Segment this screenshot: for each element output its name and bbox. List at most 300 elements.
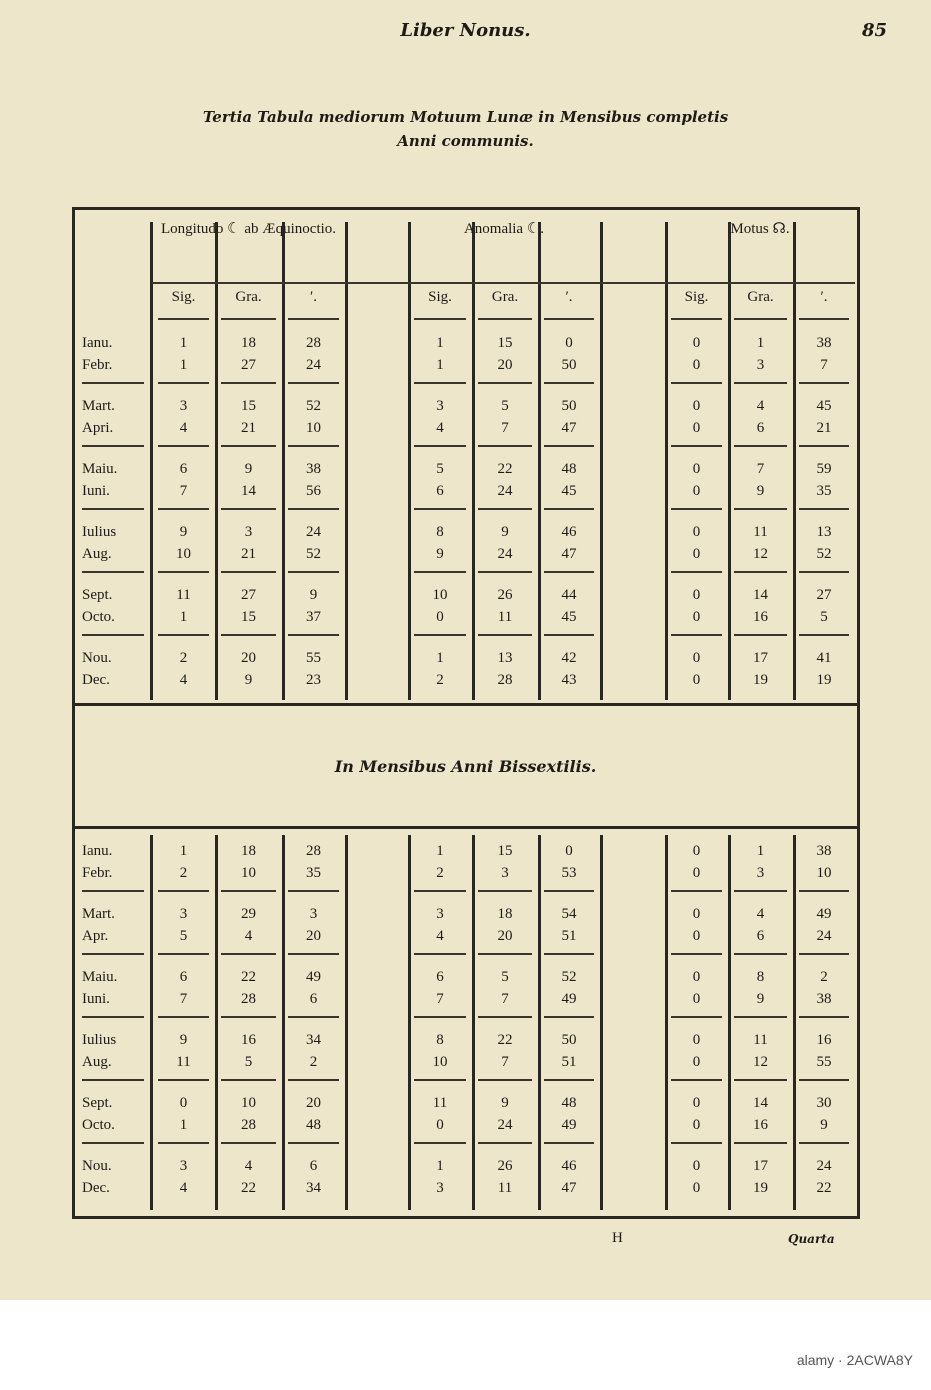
row-group-rule xyxy=(478,890,532,892)
row-group-rule xyxy=(288,1142,339,1144)
table-cell: 10 xyxy=(306,420,321,436)
row-group-rule xyxy=(478,1079,532,1081)
row-group-rule xyxy=(221,1142,276,1144)
month-label: Apr. xyxy=(82,928,109,944)
table-cell: 6 xyxy=(756,420,765,436)
table-cell: 28 xyxy=(241,1117,256,1133)
table-cell: 0 xyxy=(692,865,701,881)
section-rule xyxy=(74,703,858,706)
table-cell: 0 xyxy=(692,906,701,922)
row-group-rule xyxy=(671,1142,722,1144)
table-cell: 4 xyxy=(436,420,444,436)
table-cell: 20 xyxy=(497,928,513,944)
watermark: alamy · 2ACWA8Y xyxy=(796,1352,913,1368)
row-group-rule xyxy=(799,571,849,573)
table-cell: 0 xyxy=(692,1032,701,1048)
table-cell: 3 xyxy=(179,906,188,922)
table-cell: 3 xyxy=(756,357,765,373)
table-cell: 27 xyxy=(241,587,256,603)
table-cell: 4 xyxy=(244,928,253,944)
row-group-rule xyxy=(544,1079,594,1081)
row-group-rule xyxy=(478,571,532,573)
group-header: Longitudo ☾ ab Æquinoctio. xyxy=(160,221,337,237)
table-cell: 11 xyxy=(497,1180,513,1196)
row-group-rule xyxy=(158,382,209,384)
subheader: Gra. xyxy=(235,289,262,305)
column-rule xyxy=(215,835,218,1210)
row-group-rule xyxy=(158,953,209,955)
row-group-rule xyxy=(478,634,532,636)
row-group-rule xyxy=(414,890,466,892)
subheader: Sig. xyxy=(428,289,452,305)
running-head: Liber Nonus. xyxy=(400,20,531,41)
table-cell: 5 xyxy=(820,609,828,625)
table-cell: 6 xyxy=(436,483,444,499)
table-cell: 22 xyxy=(497,1032,513,1048)
month-label: Mart. xyxy=(82,398,115,414)
table-cell: 35 xyxy=(306,865,321,881)
table-cell: 1 xyxy=(436,1158,444,1174)
table-cell: 27 xyxy=(241,357,256,373)
row-group-rule xyxy=(82,1079,144,1081)
table-cell: 1 xyxy=(436,357,444,373)
column-rule xyxy=(538,835,541,1210)
table-cell: 49 xyxy=(561,1117,577,1133)
table-cell: 20 xyxy=(306,1095,321,1111)
row-group-rule xyxy=(414,571,466,573)
table-cell: 6 xyxy=(179,969,188,985)
table-cell: 37 xyxy=(306,609,321,625)
row-group-rule xyxy=(82,953,144,955)
row-group-rule xyxy=(478,1016,532,1018)
month-label: Aug. xyxy=(82,546,112,562)
table-cell: 15 xyxy=(241,609,256,625)
table-cell: 18 xyxy=(497,906,513,922)
table-cell: 0 xyxy=(692,1054,701,1070)
table-cell: 12 xyxy=(753,1054,768,1070)
row-group-rule xyxy=(221,1016,276,1018)
row-group-rule xyxy=(734,1142,787,1144)
row-group-rule xyxy=(414,508,466,510)
table-cell: 5 xyxy=(501,398,509,414)
row-group-rule xyxy=(414,382,466,384)
table-cell: 4 xyxy=(179,420,188,436)
catchword: Quarta xyxy=(788,1232,835,1246)
subheader: Sig. xyxy=(684,289,709,305)
table-cell: 5 xyxy=(179,928,188,944)
table-cell: 2 xyxy=(179,650,188,666)
table-cell: 56 xyxy=(306,483,321,499)
row-group-rule xyxy=(544,890,594,892)
row-group-rule xyxy=(799,890,849,892)
table-cell: 7 xyxy=(179,991,188,1007)
table-cell: 20 xyxy=(241,650,256,666)
month-label: Ianu. xyxy=(82,843,113,859)
table-cell: 10 xyxy=(816,865,832,881)
month-label: Apri. xyxy=(82,420,114,436)
table-cell: 16 xyxy=(241,1032,256,1048)
table-cell: 53 xyxy=(561,865,577,881)
subheader-rule xyxy=(158,318,209,320)
table-cell: 11 xyxy=(753,524,768,540)
month-label: Sept. xyxy=(82,1095,113,1111)
row-group-rule xyxy=(799,1142,849,1144)
row-group-rule xyxy=(221,890,276,892)
row-group-rule xyxy=(158,1142,209,1144)
row-group-rule xyxy=(158,890,209,892)
month-label: Iuni. xyxy=(82,991,110,1007)
table-cell: 8 xyxy=(436,1032,444,1048)
month-label: Nou. xyxy=(82,650,112,666)
table-cell: 9 xyxy=(756,483,765,499)
row-group-rule xyxy=(414,953,466,955)
table-cell: 7 xyxy=(179,483,188,499)
row-group-rule xyxy=(82,634,144,636)
row-group-rule xyxy=(221,571,276,573)
row-group-rule xyxy=(288,890,339,892)
table-cell: 0 xyxy=(692,969,701,985)
table-cell: 1 xyxy=(179,335,188,351)
table-cell: 0 xyxy=(692,1180,701,1196)
table-cell: 3 xyxy=(179,1158,188,1174)
table-cell: 24 xyxy=(816,928,832,944)
table-cell: 59 xyxy=(816,461,832,477)
row-group-rule xyxy=(414,1079,466,1081)
column-rule xyxy=(793,835,796,1210)
table-cell: 16 xyxy=(753,1117,768,1133)
column-rule xyxy=(150,835,153,1210)
table-cell: 9 xyxy=(756,991,765,1007)
month-label: Nou. xyxy=(82,1158,112,1174)
section-rule xyxy=(74,826,858,829)
table-cell: 54 xyxy=(561,906,577,922)
table-cell: 9 xyxy=(244,461,253,477)
table-cell: 41 xyxy=(816,650,832,666)
subheader: ′. xyxy=(820,289,828,305)
row-group-rule xyxy=(158,1016,209,1018)
table-cell: 19 xyxy=(753,1180,768,1196)
table-cell: 3 xyxy=(436,906,444,922)
row-group-rule xyxy=(82,508,144,510)
table-cell: 0 xyxy=(436,1117,444,1133)
table-cell: 52 xyxy=(816,546,832,562)
row-group-rule xyxy=(82,890,144,892)
table-cell: 3 xyxy=(309,906,318,922)
column-rule xyxy=(282,835,285,1210)
table-cell: 6 xyxy=(756,928,765,944)
table-cell: 24 xyxy=(497,546,513,562)
column-rule xyxy=(728,835,731,1210)
table-cell: 0 xyxy=(692,461,701,477)
table-cell: 26 xyxy=(497,1158,513,1174)
table-cell: 21 xyxy=(241,546,256,562)
table-cell: 51 xyxy=(561,928,577,944)
row-group-rule xyxy=(544,445,594,447)
table-cell: 43 xyxy=(561,672,577,688)
table-cell: 4 xyxy=(179,1180,188,1196)
row-group-rule xyxy=(414,1016,466,1018)
table-cell: 1 xyxy=(179,1117,188,1133)
row-group-rule xyxy=(671,445,722,447)
row-group-rule xyxy=(221,953,276,955)
table-cell: 14 xyxy=(753,587,768,603)
table-cell: 34 xyxy=(306,1032,321,1048)
table-cell: 10 xyxy=(176,546,191,562)
table-cell: 27 xyxy=(816,587,832,603)
table-cell: 9 xyxy=(501,1095,509,1111)
table-cell: 12 xyxy=(753,546,768,562)
table-cell: 48 xyxy=(561,1095,577,1111)
row-group-rule xyxy=(734,571,787,573)
table-cell: 0 xyxy=(436,609,444,625)
row-group-rule xyxy=(734,382,787,384)
table-cell: 28 xyxy=(241,991,256,1007)
column-rule xyxy=(345,835,348,1210)
table-cell: 3 xyxy=(179,398,188,414)
table-cell: 7 xyxy=(501,991,509,1007)
table-cell: 5 xyxy=(244,1054,253,1070)
row-group-rule xyxy=(288,571,339,573)
table-cell: 3 xyxy=(501,865,509,881)
row-group-rule xyxy=(734,634,787,636)
row-group-rule xyxy=(544,1142,594,1144)
month-label: Iuni. xyxy=(82,483,110,499)
table-cell: 8 xyxy=(756,969,765,985)
table-cell: 28 xyxy=(497,672,513,688)
table-cell: 0 xyxy=(692,672,701,688)
table-cell: 17 xyxy=(753,650,768,666)
month-label: Mart. xyxy=(82,906,115,922)
row-group-rule xyxy=(478,508,532,510)
row-group-rule xyxy=(288,953,339,955)
row-group-rule xyxy=(221,508,276,510)
table-cell: 13 xyxy=(497,650,513,666)
table-cell: 20 xyxy=(497,357,513,373)
row-group-rule xyxy=(671,382,722,384)
month-label: Febr. xyxy=(82,357,113,373)
table-cell: 20 xyxy=(306,928,321,944)
table-cell: 9 xyxy=(309,587,318,603)
table-cell: 21 xyxy=(241,420,256,436)
row-group-rule xyxy=(671,890,722,892)
row-group-rule xyxy=(82,1016,144,1018)
table-cell: 2 xyxy=(179,865,188,881)
table-cell: 0 xyxy=(692,991,701,1007)
table-cell: 0 xyxy=(692,1158,701,1174)
row-group-rule xyxy=(544,571,594,573)
month-label: Dec. xyxy=(82,1180,110,1196)
table-cell: 15 xyxy=(497,843,513,859)
table-cell: 7 xyxy=(756,461,765,477)
table-cell: 0 xyxy=(692,928,701,944)
row-group-rule xyxy=(734,1016,787,1018)
table-cell: 1 xyxy=(756,843,765,859)
signature-mark: H xyxy=(612,1230,623,1246)
row-group-rule xyxy=(221,1079,276,1081)
table-cell: 11 xyxy=(432,1095,448,1111)
row-group-rule xyxy=(288,634,339,636)
table-cell: 4 xyxy=(756,906,765,922)
table-cell: 11 xyxy=(176,587,191,603)
table-cell: 10 xyxy=(432,1054,448,1070)
table-cell: 1 xyxy=(436,843,444,859)
month-label: Aug. xyxy=(82,1054,112,1070)
table-cell: 0 xyxy=(692,1095,701,1111)
table-cell: 49 xyxy=(816,906,832,922)
row-group-rule xyxy=(671,634,722,636)
month-label: Iulius xyxy=(82,1032,117,1048)
row-group-rule xyxy=(158,571,209,573)
subheader-rule xyxy=(799,318,849,320)
table-cell: 9 xyxy=(244,672,253,688)
table-cell: 9 xyxy=(436,546,444,562)
subheader: Sig. xyxy=(171,289,196,305)
table-cell: 0 xyxy=(692,483,701,499)
table-cell: 30 xyxy=(816,1095,832,1111)
month-label: Iulius xyxy=(82,524,117,540)
month-label: Maiu. xyxy=(82,969,118,985)
row-group-rule xyxy=(734,508,787,510)
row-group-rule xyxy=(734,1079,787,1081)
table-cell: 14 xyxy=(753,1095,768,1111)
row-group-rule xyxy=(288,508,339,510)
row-group-rule xyxy=(799,953,849,955)
table-cell: 15 xyxy=(241,398,256,414)
subheader-rule xyxy=(734,318,787,320)
table-cell: 0 xyxy=(179,1095,188,1111)
table-cell: 0 xyxy=(565,335,573,351)
table-cell: 1 xyxy=(436,335,444,351)
row-group-rule xyxy=(414,1142,466,1144)
row-group-rule xyxy=(671,953,722,955)
subheader-rule xyxy=(671,318,722,320)
table-cell: 49 xyxy=(561,991,577,1007)
table-cell: 14 xyxy=(241,483,256,499)
row-group-rule xyxy=(82,445,144,447)
month-label: Octo. xyxy=(82,1117,115,1133)
row-group-rule xyxy=(544,382,594,384)
table-cell: 52 xyxy=(306,546,321,562)
row-group-rule xyxy=(799,382,849,384)
table-cell: 44 xyxy=(561,587,577,603)
table-cell: 3 xyxy=(756,865,765,881)
table-cell: 24 xyxy=(497,483,513,499)
table-title: Tertia Tabula mediorum Motuum Lunæ in Mensibus completis xyxy=(202,108,729,126)
table-cell: 6 xyxy=(436,969,444,985)
table-cell: 26 xyxy=(497,587,513,603)
table-cell: 48 xyxy=(561,461,577,477)
table-cell: 3 xyxy=(436,398,444,414)
table-cell: 47 xyxy=(561,1180,577,1196)
table-cell: 10 xyxy=(241,865,256,881)
table-cell: 6 xyxy=(309,991,318,1007)
table-cell: 4 xyxy=(756,398,765,414)
table-cell: 2 xyxy=(436,672,444,688)
table-cell: 0 xyxy=(692,650,701,666)
table-cell: 11 xyxy=(176,1054,191,1070)
table-cell: 5 xyxy=(501,969,509,985)
group-header: Anomalia ☾. xyxy=(463,221,545,237)
subheader-rule xyxy=(288,318,339,320)
row-group-rule xyxy=(671,1016,722,1018)
row-group-rule xyxy=(734,890,787,892)
table-cell: 16 xyxy=(816,1032,832,1048)
table-cell: 35 xyxy=(816,483,832,499)
table-cell: 47 xyxy=(561,546,577,562)
table-cell: 0 xyxy=(692,357,701,373)
table-cell: 11 xyxy=(753,1032,768,1048)
header-rule xyxy=(152,282,855,284)
row-group-rule xyxy=(288,382,339,384)
row-group-rule xyxy=(82,571,144,573)
table-cell: 22 xyxy=(497,461,513,477)
table-cell: 2 xyxy=(820,969,828,985)
table-cell: 7 xyxy=(436,991,444,1007)
table-cell: 50 xyxy=(561,398,577,414)
table-cell: 50 xyxy=(561,1032,577,1048)
table-cell: 10 xyxy=(241,1095,256,1111)
month-label: Dec. xyxy=(82,672,110,688)
table-cell: 45 xyxy=(816,398,832,414)
table-cell: 0 xyxy=(692,1117,701,1133)
table-cell: 7 xyxy=(820,357,828,373)
table-cell: 7 xyxy=(501,420,509,436)
table-cell: 0 xyxy=(692,420,701,436)
table-subtitle: Anni communis. xyxy=(397,132,534,150)
table-cell: 21 xyxy=(816,420,832,436)
table-cell: 0 xyxy=(692,843,701,859)
table-cell: 16 xyxy=(753,609,768,625)
table-cell: 4 xyxy=(436,928,444,944)
table-cell: 0 xyxy=(692,335,701,351)
month-label: Ianu. xyxy=(82,335,113,351)
table-cell: 22 xyxy=(816,1180,832,1196)
table-cell: 22 xyxy=(241,969,256,985)
table-cell: 24 xyxy=(497,1117,513,1133)
row-group-rule xyxy=(158,1079,209,1081)
table-cell: 24 xyxy=(306,357,321,373)
table-cell: 45 xyxy=(561,483,577,499)
table-cell: 55 xyxy=(306,650,321,666)
table-cell: 0 xyxy=(692,398,701,414)
month-label: Febr. xyxy=(82,865,113,881)
row-group-rule xyxy=(478,953,532,955)
table-cell: 4 xyxy=(244,1158,253,1174)
row-group-rule xyxy=(288,445,339,447)
row-group-rule xyxy=(799,1016,849,1018)
table-cell: 15 xyxy=(497,335,513,351)
subheader: ′. xyxy=(565,289,573,305)
subheader: Gra. xyxy=(491,289,519,305)
row-group-rule xyxy=(221,445,276,447)
table-cell: 2 xyxy=(436,865,444,881)
table-cell: 10 xyxy=(432,587,448,603)
row-group-rule xyxy=(158,634,209,636)
table-cell: 55 xyxy=(816,1054,832,1070)
table-cell: 48 xyxy=(306,1117,321,1133)
table-cell: 6 xyxy=(179,461,188,477)
row-group-rule xyxy=(414,634,466,636)
row-group-rule xyxy=(544,1016,594,1018)
row-group-rule xyxy=(671,1079,722,1081)
table-cell: 3 xyxy=(244,524,253,540)
table-cell: 0 xyxy=(692,546,701,562)
table-cell: 18 xyxy=(241,843,256,859)
subheader: Gra. xyxy=(747,289,774,305)
subheader: ′. xyxy=(309,289,318,305)
row-group-rule xyxy=(799,508,849,510)
table-cell: 28 xyxy=(306,335,321,351)
